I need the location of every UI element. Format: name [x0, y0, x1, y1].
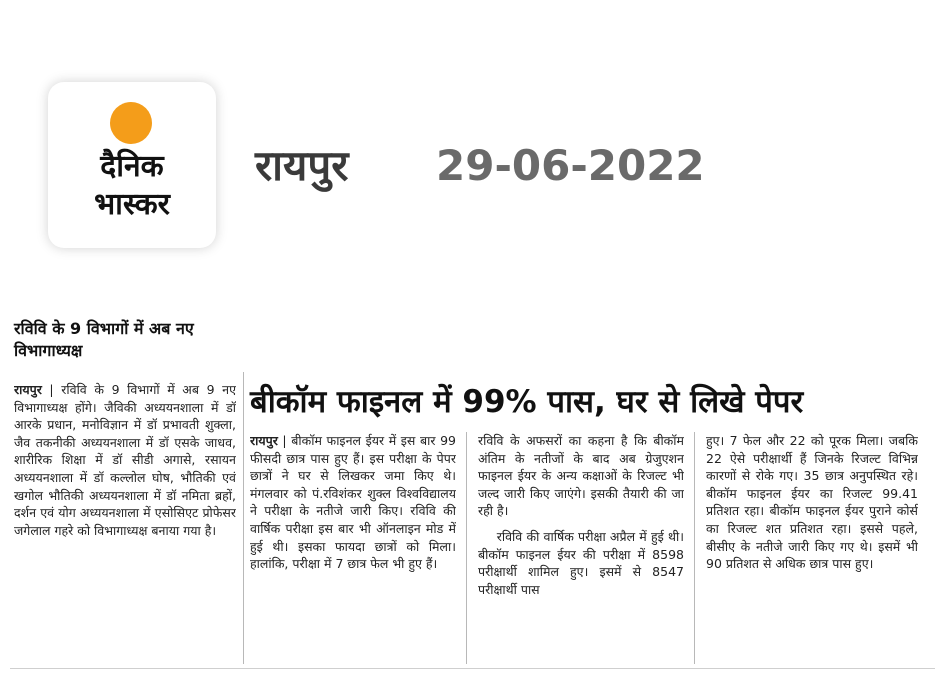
- main-story-col2-para2: रविवि की वार्षिक परीक्षा अप्रैल में हुई थी। बीकॉम फाइनल ईयर की परीक्षा में 8598 परीक्षार्थी शामिल हुए। इसमें से 8547 परीक्षार्थी पास: [478, 528, 684, 597]
- main-story-headline: बीकॉम फाइनल में 99% पास, घर से लिखे पेपर: [250, 384, 804, 420]
- side-story-dateline: रायपुर: [14, 382, 42, 397]
- side-story-text: रविवि के 9 विभागों में अब 9 नए विभागाध्यक्ष होंगे। जैविकी अध्ययनशाला में डॉ आरके प्रधान, मनोविज्ञान में डॉ प्रभावती शुक्ला, जैव तकनीकी अध्ययनशाला में डॉ एसके जाधव, शारीरिक शिक्षा में डॉ सीडी अगासे, रसायन अध्ययनशाला में डॉ कल्लोल घोष, भौतिकी एवं खगोल भौतिकी अध्ययनशाला में डॉ नमिता ब्रहों, दर्शन एवं योग अध्ययनशाला में एसोसिएट प्रोफेसर जगेलाल गहरे को विभागाध्यक्ष बनाया गया है।: [14, 382, 236, 538]
- main-story-col3-text: हुए। 7 फेल और 22 को पूरक मिला। जबकि 22 ऐसे परीक्षार्थी हैं जिनके रिजल्ट विभिन्न कारणों से रोके गए। 35 छात्र अनुपस्थित रहे। बीकॉम फाइनल ईयर का रिजल्ट 99.41 प्रतिशत रहा। बीकॉम फाइनल ईयर पुराने कोर्स का रिजल्ट शत प्रतिशत रहा। इससे पहले, बीसीए के नतीजे जारी किए गए थे। इसमें भी 90 प्रतिशत से अधिक छात्र पास हुए।: [706, 433, 918, 572]
- edition-city: रायपुर: [255, 141, 349, 190]
- main-story-col2-para1: रविवि के अफसरों का कहना है कि बीकॉम अंतिम के नतीजों के बाद अब ग्रेजुएशन फाइनल ईयर के अन्य कक्षाओं के रिजल्ट भी जल्द जारी किए जाएंगे। इसकी तैयारी की जा रही है।: [478, 433, 684, 519]
- logo-brand-line1: दैनिक: [100, 149, 164, 184]
- side-column-divider: [243, 372, 244, 664]
- main-story-dateline: रायपुर: [250, 433, 278, 448]
- main-story-column-3: [706, 432, 918, 664]
- side-story-body: रायपुर | रविवि के 9 विभागों में अब 9 नए विभागाध्यक्ष होंगे। जैविकी अध्ययनशाला में डॉ आरके प्रधान, मनोविज्ञान में डॉ प्रभावती शुक्ला, जैव तकनीकी अध्ययनशाला में डॉ एसके जाधव, शारीरिक शिक्षा में डॉ सीडी अगासे, रसायन अध्ययनशाला में डॉ कल्लोल घोष, भौतिकी एवं खगोल भौतिकी अध्ययनशाला में डॉ नमिता ब्रहों, दर्शन एवं योग अध्ययनशाला में एसोसिएट प्रोफेसर जगेलाल गहरे को विभागाध्यक्ष बनाया गया है।: [14, 382, 236, 538]
- main-story-col1-text: बीकॉम फाइनल ईयर में इस बार 99 फीसदी छात्र पास हुए हैं। इस परीक्षा के पेपर छात्रों ने घर से लिखकर जमा किए थे। मंगलवार को पं.रविशंकर शुक्ल विश्वविद्यालय ने परीक्षा के नतीजे जारी किए। रविवि की वार्षिक परीक्षा इस बार भी ऑनलाइन मोड में हुई थी। इसका फायदा छात्रों को मिला। हालांकि, परीक्षा में 7 छात्र फेल भी हुए हैं।: [250, 433, 456, 572]
- sun-icon: [110, 102, 152, 144]
- column-divider-2: [694, 432, 695, 664]
- main-story-column-2: [478, 432, 684, 664]
- dainik-bhaskar-logo: [48, 82, 216, 248]
- edition-date: 29-06-2022: [436, 141, 705, 190]
- main-story-column-1: रायपुर | बीकॉम फाइनल ईयर में इस बार 99 फीसदी छात्र पास हुए हैं। इस परीक्षा के पेपर छात्रों ने घर से लिखकर जमा किए थे। मंगलवार को पं.रविशंकर शुक्ल विश्वविद्यालय ने परीक्षा के नतीजे जारी किए। रविवि की वार्षिक परीक्षा इस बार भी ऑनलाइन मोड में हुई थी। इसका फायदा छात्रों को मिला। हालांकि, परीक्षा में 7 छात्र फेल भी हुए हैं।: [250, 433, 456, 572]
- bottom-rule: [10, 668, 935, 669]
- logo-brand-line2: भास्कर: [94, 187, 170, 222]
- side-story-headline: रविवि के 9 विभागों में अब नए विभागाध्यक्ष: [14, 319, 194, 360]
- column-divider-1: [466, 432, 467, 664]
